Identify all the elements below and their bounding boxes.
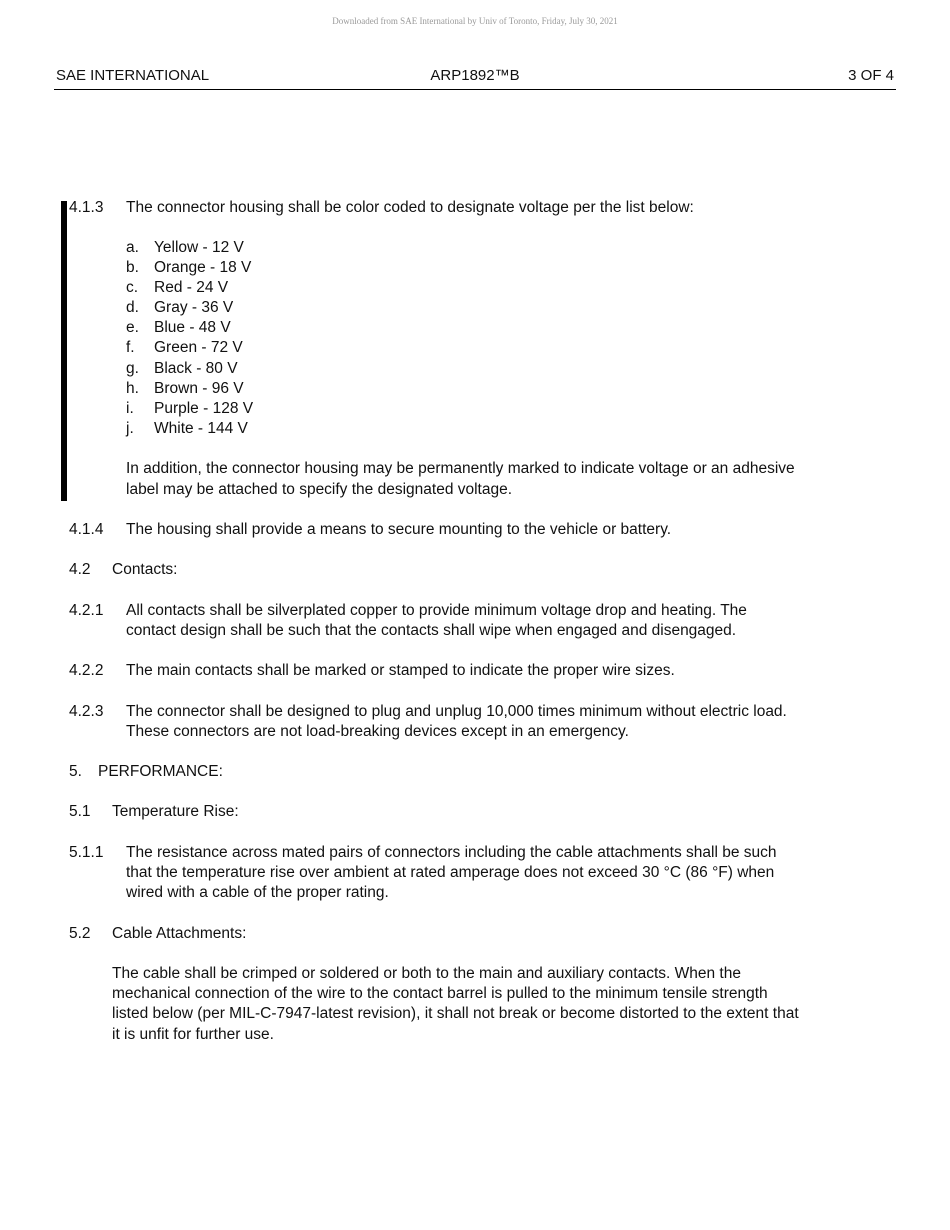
section-text: The housing shall provide a means to secure mounting to the vehicle or battery. bbox=[126, 521, 672, 538]
section-number: 5. bbox=[69, 763, 82, 780]
list-text: Purple - 128 V bbox=[154, 400, 254, 417]
header-rule bbox=[54, 89, 896, 90]
section-heading: PERFORMANCE: bbox=[98, 763, 223, 780]
list-letter: c. bbox=[126, 279, 139, 296]
paragraph-line: it is unfit for further use. bbox=[112, 1026, 274, 1043]
list-text: Red - 24 V bbox=[154, 279, 229, 296]
section-text: The main contacts shall be marked or stamped to indicate the proper wire sizes. bbox=[126, 662, 675, 679]
list-letter: a. bbox=[126, 239, 139, 256]
list-text: Blue - 48 V bbox=[154, 319, 231, 336]
paragraph-line: The resistance across mated pairs of connectors including the cable attachments shall be such bbox=[126, 844, 777, 861]
paragraph-line: The connector shall be designed to plug and unplug 10,000 times minimum without electric load. bbox=[126, 703, 787, 720]
header-org: SAE INTERNATIONAL bbox=[56, 67, 210, 84]
section-number: 4.2.1 bbox=[69, 602, 104, 619]
paragraph-line: wired with a cable of the proper rating. bbox=[126, 884, 389, 901]
section-number: 4.1.3 bbox=[69, 199, 104, 216]
list-letter: f. bbox=[126, 339, 135, 356]
paragraph-line: label may be attached to specify the designated voltage. bbox=[126, 481, 513, 498]
list-text: Black - 80 V bbox=[154, 360, 238, 377]
list-text: White - 144 V bbox=[154, 420, 248, 437]
download-watermark: Downloaded from SAE International by Univ of Toronto, Friday, July 30, 2021 bbox=[332, 16, 618, 26]
section-number: 4.2.2 bbox=[69, 662, 104, 679]
list-letter: i. bbox=[126, 400, 134, 417]
paragraph-line: contact design shall be such that the contacts shall wipe when engaged and disengaged. bbox=[126, 622, 737, 639]
list-text: Brown - 96 V bbox=[154, 380, 244, 397]
section-heading: Contacts: bbox=[112, 561, 178, 578]
section-heading: Temperature Rise: bbox=[112, 803, 239, 820]
section-text: The connector housing shall be color coded to designate voltage per the list below: bbox=[126, 199, 694, 216]
list-letter: d. bbox=[126, 299, 139, 316]
list-text: Green - 72 V bbox=[154, 339, 243, 356]
paragraph-line: mechanical connection of the wire to the contact barrel is pulled to the minimum tensile strength bbox=[112, 985, 768, 1002]
change-bar bbox=[61, 201, 67, 501]
paragraph-line: The cable shall be crimped or soldered or both to the main and auxiliary contacts. When the bbox=[112, 965, 741, 982]
section-number: 5.1 bbox=[69, 803, 91, 820]
section-number: 4.2.3 bbox=[69, 703, 104, 720]
list-text: Orange - 18 V bbox=[154, 259, 252, 276]
paragraph-line: All contacts shall be silverplated copper to provide minimum voltage drop and heating. The bbox=[126, 602, 747, 619]
list-letter: g. bbox=[126, 360, 139, 377]
paragraph-line: In addition, the connector housing may be permanently marked to indicate voltage or an adhesive bbox=[126, 460, 795, 477]
header-doc-id: ARP1892™B bbox=[430, 67, 520, 84]
paragraph-line: that the temperature rise over ambient at rated amperage does not exceed 30 °C (86 °F) when bbox=[126, 864, 775, 881]
section-heading: Cable Attachments: bbox=[112, 925, 247, 942]
list-letter: e. bbox=[126, 319, 139, 336]
list-letter: h. bbox=[126, 380, 139, 397]
list-text: Gray - 36 V bbox=[154, 299, 234, 316]
section-number: 5.1.1 bbox=[69, 844, 104, 861]
list-letter: b. bbox=[126, 259, 139, 276]
section-number: 4.1.4 bbox=[69, 521, 104, 538]
paragraph-line: These connectors are not load-breaking devices except in an emergency. bbox=[126, 723, 629, 740]
list-letter: j. bbox=[126, 420, 134, 437]
section-number: 4.2 bbox=[69, 561, 91, 578]
paragraph-line: listed below (per MIL-C-7947-latest revision), it shall not break or become distorted to the extent that bbox=[112, 1005, 799, 1022]
list-text: Yellow - 12 V bbox=[154, 239, 244, 256]
section-number: 5.2 bbox=[69, 925, 91, 942]
header-page-number: 3 OF 4 bbox=[848, 67, 894, 84]
